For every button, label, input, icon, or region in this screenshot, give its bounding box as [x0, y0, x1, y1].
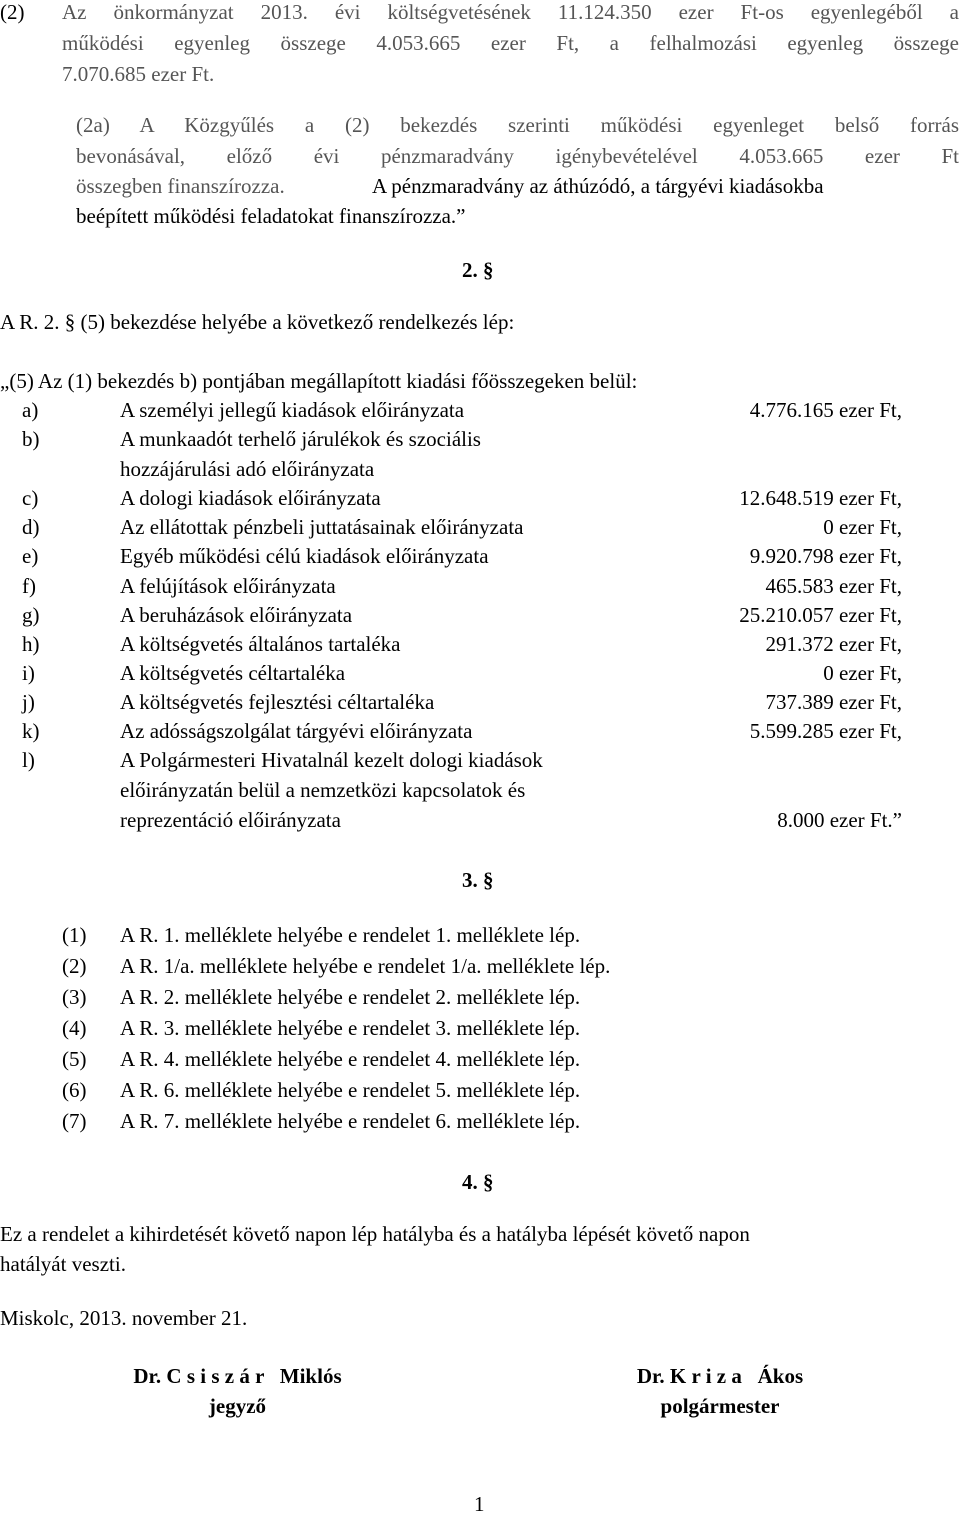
section-2-heading: 2. §	[462, 258, 494, 282]
item-text: Az adósságszolgálat tárgyévi előirányzata	[120, 719, 473, 743]
annex-item-text: A R. 7. melléklete helyébe e rendelet 6. melléklete lép.	[120, 1109, 581, 1133]
item-text: A beruházások előirányzata	[120, 603, 353, 627]
annex-item-text: A R. 1. melléklete helyébe e rendelet 1. melléklete lép.	[120, 923, 581, 947]
annex-item-number: (2)	[62, 954, 87, 978]
signature-notary-title: jegyző	[208, 1394, 267, 1418]
item-text: Egyéb működési célú kiadások előirányzata	[120, 544, 489, 568]
item-text: A személyi jellegű kiadások előirányzata	[120, 398, 465, 422]
intro-number: (2)	[0, 0, 25, 24]
annex-item-number: (1)	[62, 923, 87, 947]
section-2-intro: A R. 2. § (5) bekezdése helyébe a következő rendelkezés lép:	[0, 310, 515, 334]
item-text: A költségvetés fejlesztési céltartaléka	[120, 690, 435, 714]
para2a-line-1: (2a) A Közgyűlés a (2) bekezdés szerinti működési egyenleget belső forrás	[76, 113, 959, 137]
annex-item-number: (7)	[62, 1109, 87, 1133]
para2a-line-3b: A pénzmaradvány az áthúzódó, a tárgyévi kiadásokba	[372, 174, 824, 198]
item-l-letter: l)	[22, 748, 35, 772]
item-text: A munkaadót terhelő járulékok és szociális	[120, 427, 481, 451]
annex-item-number: (6)	[62, 1078, 87, 1102]
intro-line-1: Az önkormányzat 2013. évi költségvetésének 11.124.350 ezer Ft-os egyenlegéből a	[62, 0, 959, 24]
item-letter: g)	[22, 603, 40, 627]
item-amount: 4.776.165 ezer Ft,	[749, 398, 902, 422]
intro-line-3: 7.070.685 ezer Ft.	[62, 62, 215, 86]
signature-mayor-name: Dr. K r i z a Ákos	[636, 1364, 804, 1388]
item-l-line-1: A Polgármesteri Hivatalnál kezelt dologi kiadások	[120, 748, 543, 772]
annex-item-text: A R. 3. melléklete helyébe e rendelet 3. melléklete lép.	[120, 1016, 581, 1040]
item-letter: f)	[22, 574, 36, 598]
section-4-heading: 4. §	[462, 1170, 494, 1194]
item-text: A költségvetés általános tartaléka	[120, 632, 401, 656]
item-letter: d)	[22, 515, 40, 539]
item-letter: a)	[22, 398, 39, 422]
annex-item-text: A R. 1/a. melléklete helyébe e rendelet 1/a. melléklete lép.	[120, 954, 611, 978]
section-2-lead: „(5) Az (1) bekezdés b) pontjában megállapított kiadási főösszegeken belül:	[0, 369, 638, 393]
place-date: Miskolc, 2013. november 21.	[0, 1306, 248, 1330]
annex-item-number: (4)	[62, 1016, 87, 1040]
item-letter: j)	[22, 690, 35, 714]
item-letter: h)	[22, 632, 40, 656]
item-text: A költségvetés céltartaléka	[120, 661, 346, 685]
item-l-line-2: előirányzatán belül a nemzetközi kapcsolatok és	[120, 778, 526, 802]
item-letter: i)	[22, 661, 35, 685]
item-amount: 12.648.519 ezer Ft,	[739, 486, 902, 510]
annex-item-text: A R. 4. melléklete helyébe e rendelet 4. melléklete lép.	[120, 1047, 581, 1071]
section-3-heading: 3. §	[462, 868, 494, 892]
section-4-line-2: hatályát veszti.	[0, 1252, 126, 1276]
item-letter: b)	[22, 427, 40, 451]
item-amount: 0 ezer Ft,	[823, 515, 902, 539]
item-amount: 465.583 ezer Ft,	[765, 574, 902, 598]
item-l-line-3: reprezentáció előirányzata	[120, 808, 341, 832]
annex-item-text: A R. 2. melléklete helyébe e rendelet 2. melléklete lép.	[120, 985, 581, 1009]
item-amount: 0 ezer Ft,	[823, 661, 902, 685]
signature-notary-name: Dr. C s i s z á r Miklós	[133, 1364, 342, 1388]
item-amount: 737.389 ezer Ft,	[765, 690, 902, 714]
page-number: 1	[474, 1492, 485, 1516]
item-amount: 9.920.798 ezer Ft,	[749, 544, 902, 568]
section-4-line-1: Ez a rendelet a kihirdetését követő napon lép hatályba és a hatályba lépését követő napon	[0, 1222, 750, 1246]
item-amount: 25.210.057 ezer Ft,	[739, 603, 902, 627]
item-amount: 5.599.285 ezer Ft,	[749, 719, 902, 743]
annex-item-number: (5)	[62, 1047, 87, 1071]
item-l-amount: 8.000 ezer Ft.”	[777, 808, 902, 832]
item-letter: c)	[22, 486, 39, 510]
para2a-line-2: bevonásával, előző évi pénzmaradvány igénybevételével 4.053.665 ezer Ft	[76, 144, 959, 168]
item-text: A felújítások előirányzata	[120, 574, 336, 598]
item-letter: k)	[22, 719, 40, 743]
item-text: Az ellátottak pénzbeli juttatásainak előirányzata	[120, 515, 524, 539]
item-letter: e)	[22, 544, 39, 568]
annex-item-number: (3)	[62, 985, 87, 1009]
para2a-line-3a: összegben finanszírozza.	[76, 174, 285, 198]
annex-item-text: A R. 6. melléklete helyébe e rendelet 5. melléklete lép.	[120, 1078, 581, 1102]
item-amount: 291.372 ezer Ft,	[765, 632, 902, 656]
item-text: A dologi kiadások előirányzata	[120, 486, 381, 510]
signature-mayor-title: polgármester	[660, 1394, 780, 1418]
para2a-line-4: beépített működési feladatokat finanszírozza.”	[76, 204, 466, 228]
item-text-continuation: hozzájárulási adó előirányzata	[120, 457, 375, 481]
intro-line-2: működési egyenleg összege 4.053.665 ezer Ft, a felhalmozási egyenleg összege	[62, 31, 959, 55]
